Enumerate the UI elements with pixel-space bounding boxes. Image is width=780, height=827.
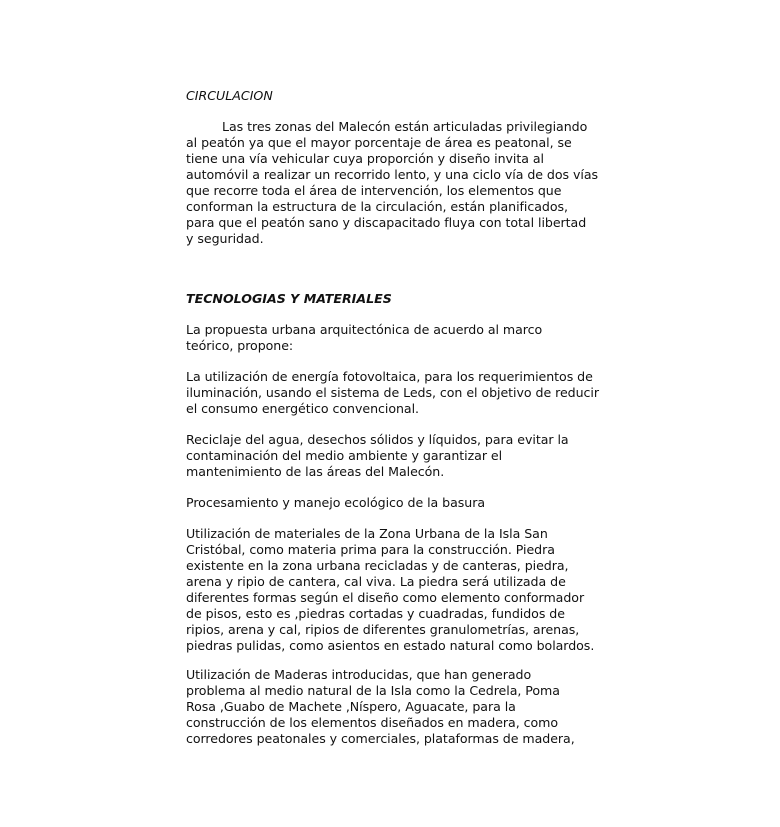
text-line: Las tres zonas del Malecón están articuladas privilegiando (222, 119, 588, 134)
text-line: automóvil a realizar un recorrido lento, y una ciclo vía de dos vías (186, 167, 599, 182)
text-line: tiene una vía vehicular cuya proporción y diseño invita al (186, 151, 545, 166)
text-line: construcción de los elementos diseñados en madera, como (186, 715, 559, 730)
text-line: Procesamiento y manejo ecológico de la basura (186, 495, 486, 510)
text-line: que recorre toda el área de intervención, los elementos que (186, 183, 562, 198)
text-line: corredores peatonales y comerciales, plataformas de madera, (186, 731, 575, 746)
text-line: La propuesta urbana arquitectónica de acuerdo al marco (186, 322, 543, 337)
text-line: Utilización de Maderas introducidas, que han generado (186, 667, 532, 682)
text-line: diferentes formas según el diseño como elemento conformador (186, 590, 585, 605)
text-line: Cristóbal, como materia prima para la construcción. Piedra (186, 542, 555, 557)
intro-paragraph (186, 322, 542, 354)
text-line: teórico, propone: (186, 338, 294, 353)
tecnologias-heading: TECNOLOGIAS Y MATERIALES (186, 291, 392, 306)
materiales-paragraph (186, 526, 594, 654)
text-line: de pisos, esto es ,piedras cortadas y cuadradas, fundidos de (186, 606, 565, 621)
text-line: y seguridad. (186, 231, 264, 246)
text-line: para que el peatón sano y discapacitado fluya con total libertad (186, 215, 587, 230)
text-line: arena y ripio de cantera, cal viva. La piedra será utilizada de (186, 574, 566, 589)
text-line: existente en la zona urbana recicladas y de canteras, piedra, (186, 558, 569, 573)
text-line: Reciclaje del agua, desechos sólidos y líquidos, para evitar la (186, 432, 569, 447)
text-line: ripios, arena y cal, ripios de diferentes granulometrías, arenas, (186, 622, 580, 637)
text-line: al peatón ya que el mayor porcentaje de área es peatonal, se (186, 135, 572, 150)
reciclaje-paragraph (186, 432, 569, 480)
text-line: contaminación del medio ambiente y garantizar el (186, 448, 503, 463)
circulacion-heading: CIRCULACION (186, 88, 273, 103)
text-line: el consumo energético convencional. (186, 401, 419, 416)
text-line: iluminación, usando el sistema de Leds, con el objetivo de reducir (186, 385, 599, 400)
text-line: piedras pulidas, como asientos en estado natural como bolardos. (186, 638, 595, 653)
text-line: Utilización de materiales de la Zona Urbana de la Isla San (186, 526, 548, 541)
text-line: La utilización de energía fotovoltaica, para los requerimientos de (186, 369, 593, 384)
text-line: Rosa ,Guabo de Machete ,Níspero, Aguacate, para la (186, 699, 516, 714)
maderas-paragraph (186, 667, 575, 747)
text-line: conforman la estructura de la circulación, están planificados, (186, 199, 568, 214)
energia-paragraph (186, 369, 599, 417)
text-line: problema al medio natural de la Isla como la Cedrela, Poma (186, 683, 560, 698)
text-line: mantenimiento de las áreas del Malecón. (186, 464, 445, 479)
circulacion-paragraph (186, 119, 598, 247)
basura-paragraph (186, 495, 485, 511)
